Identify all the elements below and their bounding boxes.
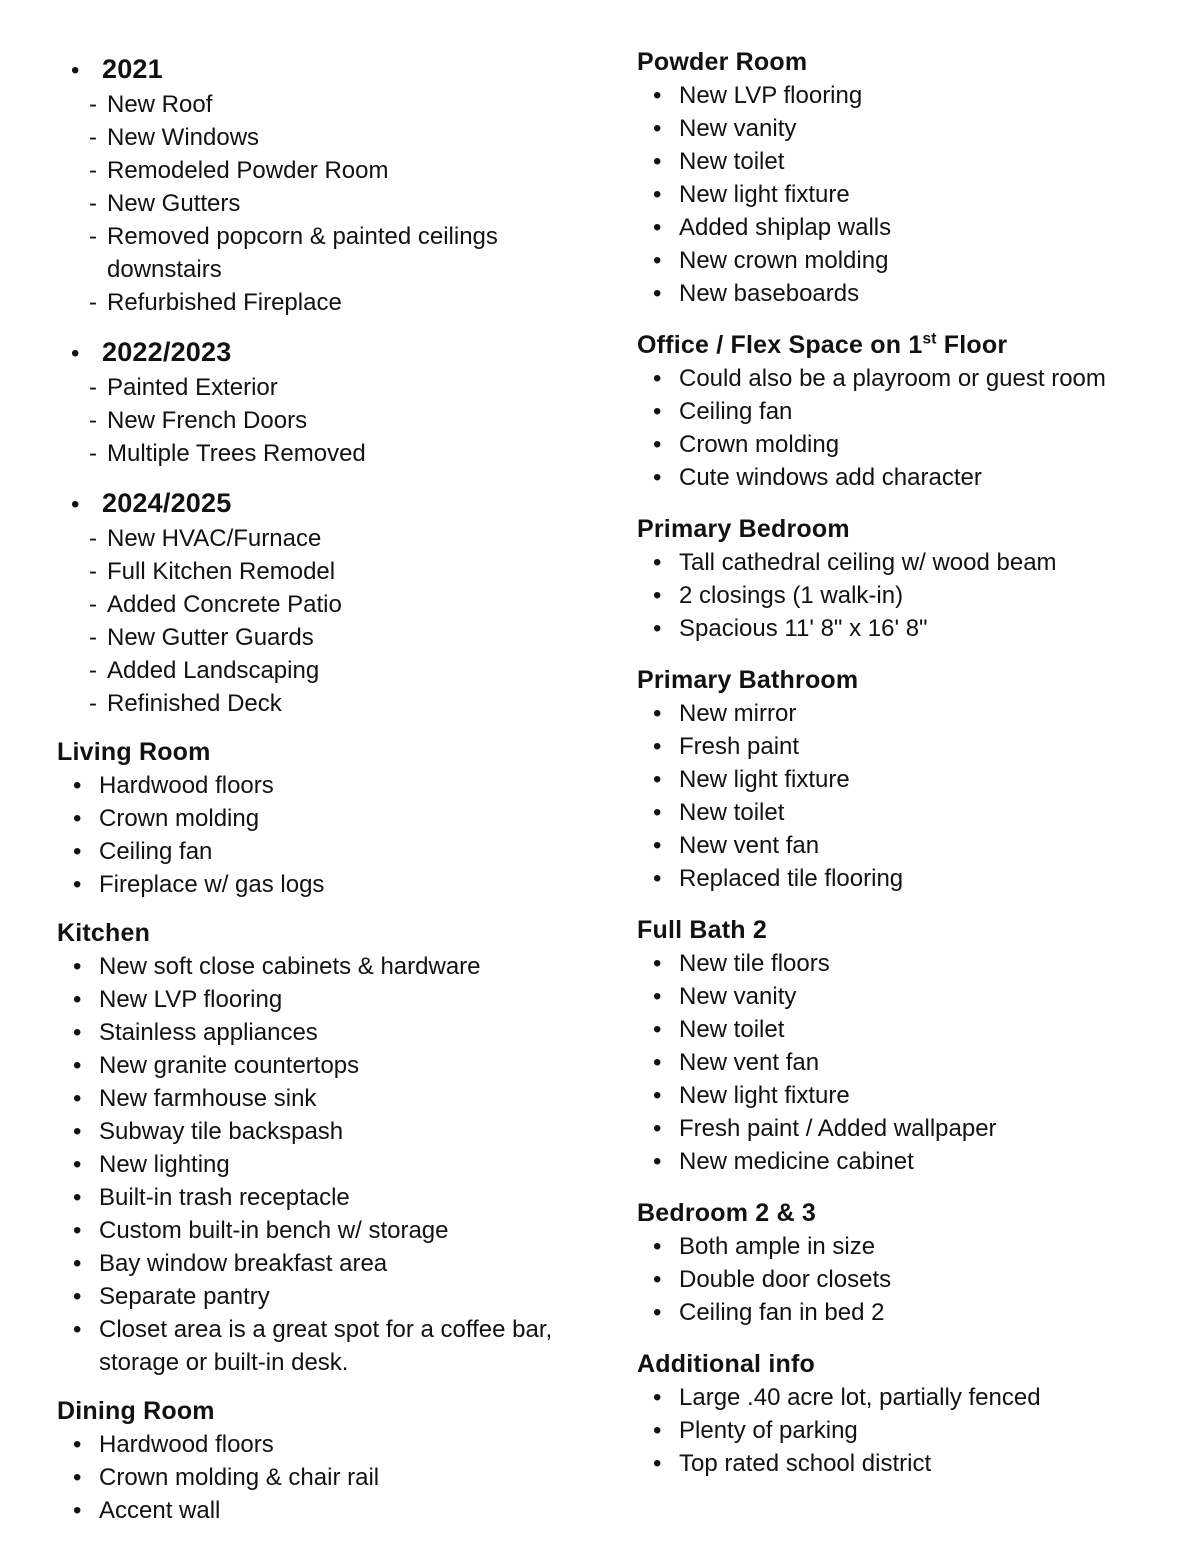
list-item: • Fresh paint / Added wallpaper: [637, 1112, 1187, 1145]
list-item: • New vanity: [637, 980, 1187, 1013]
section-title: Bedroom 2 & 3: [637, 1199, 817, 1227]
section-bedroom-2-3: [637, 1197, 1187, 1329]
list-item: - Added Concrete Patio: [57, 588, 609, 621]
list-item: • Ceiling fan: [637, 395, 1187, 428]
dash-item-list: [57, 371, 609, 470]
bullet-marker: •: [71, 340, 80, 367]
list-item: • Top rated school district: [637, 1447, 1187, 1480]
list-item: • Cute windows add character: [637, 461, 1187, 494]
list-item: • Closet area is a great spot for a coffee bar, storage or built-in desk.: [57, 1313, 609, 1379]
list-item: - New Gutter Guards: [57, 621, 609, 654]
section-title: Living Room: [57, 738, 211, 766]
year-title-row: [57, 52, 609, 88]
section-title: [637, 329, 1187, 362]
section-title: Primary Bathroom: [637, 666, 859, 694]
section-primary-bedroom: [637, 513, 1187, 645]
section-2021: [57, 52, 609, 319]
section-additional-info: [637, 1348, 1187, 1480]
list-item: • Stainless appliances: [57, 1016, 609, 1049]
section-title: Additional info: [637, 1350, 815, 1378]
list-item: • Crown molding: [57, 802, 609, 835]
bullet-item-list: [637, 546, 1187, 645]
list-item: • Double door closets: [637, 1263, 1187, 1296]
column-left: [57, 52, 609, 1543]
list-item: - Painted Exterior: [57, 371, 609, 404]
list-item: • Added shiplap walls: [637, 211, 1187, 244]
list-item: • New crown molding: [637, 244, 1187, 277]
list-item: • New tile floors: [637, 947, 1187, 980]
bullet-marker: •: [71, 57, 80, 84]
list-item: - New Roof: [57, 88, 609, 121]
list-item: • New mirror: [637, 697, 1187, 730]
section-title: 2022/2023: [102, 337, 232, 367]
section-2022-2023: [57, 335, 609, 470]
list-item: • Hardwood floors: [57, 1428, 609, 1461]
bullet-item-list: [637, 697, 1187, 895]
year-title-row: [57, 335, 609, 371]
list-item: - New HVAC/Furnace: [57, 522, 609, 555]
list-item: - New Windows: [57, 121, 609, 154]
list-item: • Ceiling fan: [57, 835, 609, 868]
list-item: • 2 closings (1 walk-in): [637, 579, 1187, 612]
list-item: - Added Landscaping: [57, 654, 609, 687]
section-full-bath-2: [637, 914, 1187, 1178]
bullet-item-list: [637, 1381, 1187, 1480]
list-item: • Crown molding & chair rail: [57, 1461, 609, 1494]
list-item: • New toilet: [637, 796, 1187, 829]
list-item: • New vent fan: [637, 829, 1187, 862]
list-item: • New light fixture: [637, 1079, 1187, 1112]
dash-item-list: [57, 88, 609, 319]
list-item: • New granite countertops: [57, 1049, 609, 1082]
list-item: • New light fixture: [637, 763, 1187, 796]
bullet-item-list: [637, 947, 1187, 1178]
section-kitchen: [57, 917, 609, 1379]
list-item: • New lighting: [57, 1148, 609, 1181]
list-item: • New toilet: [637, 1013, 1187, 1046]
list-item: • Hardwood floors: [57, 769, 609, 802]
section-title: Dining Room: [57, 1397, 215, 1425]
section-title: Full Bath 2: [637, 916, 767, 944]
list-item: • New LVP flooring: [57, 983, 609, 1016]
list-item: • New toilet: [637, 145, 1187, 178]
list-item: • New vent fan: [637, 1046, 1187, 1079]
list-item: • Crown molding: [637, 428, 1187, 461]
section-title: 2024/2025: [102, 488, 232, 518]
list-item: - Multiple Trees Removed: [57, 437, 609, 470]
section-office-flex-space-on-1st-floor: [637, 329, 1187, 494]
ordinal-superscript: st: [922, 330, 937, 348]
list-item: • Replaced tile flooring: [637, 862, 1187, 895]
list-item: • Tall cathedral ceiling w/ wood beam: [637, 546, 1187, 579]
list-item: • Built-in trash receptacle: [57, 1181, 609, 1214]
list-item: • New light fixture: [637, 178, 1187, 211]
bullet-item-list: [637, 79, 1187, 310]
dash-item-list: [57, 522, 609, 720]
section-title: Kitchen: [57, 919, 151, 947]
list-item: - New French Doors: [57, 404, 609, 437]
column-right: [637, 46, 1187, 1499]
list-item: • New soft close cabinets & hardware: [57, 950, 609, 983]
list-item: • Both ample in size: [637, 1230, 1187, 1263]
list-item: • Fresh paint: [637, 730, 1187, 763]
bullet-item-list: [57, 769, 609, 901]
list-item: • Could also be a playroom or guest room: [637, 362, 1187, 395]
list-item: - Refinished Deck: [57, 687, 609, 720]
list-item: • Large .40 acre lot, partially fenced: [637, 1381, 1187, 1414]
list-item: • Plenty of parking: [637, 1414, 1187, 1447]
section-2024-2025: [57, 486, 609, 720]
section-dining-room: [57, 1395, 609, 1527]
list-item: • Spacious 11' 8" x 16' 8": [637, 612, 1187, 645]
title-text: Office / Flex Space on 1: [637, 331, 923, 359]
title-text: Floor: [936, 331, 1008, 359]
bullet-item-list: [57, 1428, 609, 1527]
bullet-item-list: [637, 1230, 1187, 1329]
section-title: Primary Bedroom: [637, 515, 850, 543]
list-item: • New medicine cabinet: [637, 1145, 1187, 1178]
bullet-marker: •: [71, 491, 80, 518]
bullet-item-list: [57, 950, 609, 1379]
year-title-row: [57, 486, 609, 522]
list-item: • Custom built-in bench w/ storage: [57, 1214, 609, 1247]
list-item: • New baseboards: [637, 277, 1187, 310]
section-title: Powder Room: [637, 48, 808, 76]
list-item: • Ceiling fan in bed 2: [637, 1296, 1187, 1329]
list-item: • New LVP flooring: [637, 79, 1187, 112]
list-item: • Fireplace w/ gas logs: [57, 868, 609, 901]
list-item: • Bay window breakfast area: [57, 1247, 609, 1280]
list-item: - New Gutters: [57, 187, 609, 220]
list-item: • Separate pantry: [57, 1280, 609, 1313]
list-item: • New farmhouse sink: [57, 1082, 609, 1115]
list-item: • New vanity: [637, 112, 1187, 145]
section-title: 2021: [102, 54, 163, 84]
list-item: - Removed popcorn & painted ceilings downstairs: [57, 220, 609, 286]
bullet-item-list: [637, 362, 1187, 494]
section-living-room: [57, 736, 609, 901]
list-item: - Refurbished Fireplace: [57, 286, 609, 319]
list-item: - Full Kitchen Remodel: [57, 555, 609, 588]
list-item: • Accent wall: [57, 1494, 609, 1527]
section-primary-bathroom: [637, 664, 1187, 895]
list-item: • Subway tile backspash: [57, 1115, 609, 1148]
list-item: - Remodeled Powder Room: [57, 154, 609, 187]
section-powder-room: [637, 46, 1187, 310]
